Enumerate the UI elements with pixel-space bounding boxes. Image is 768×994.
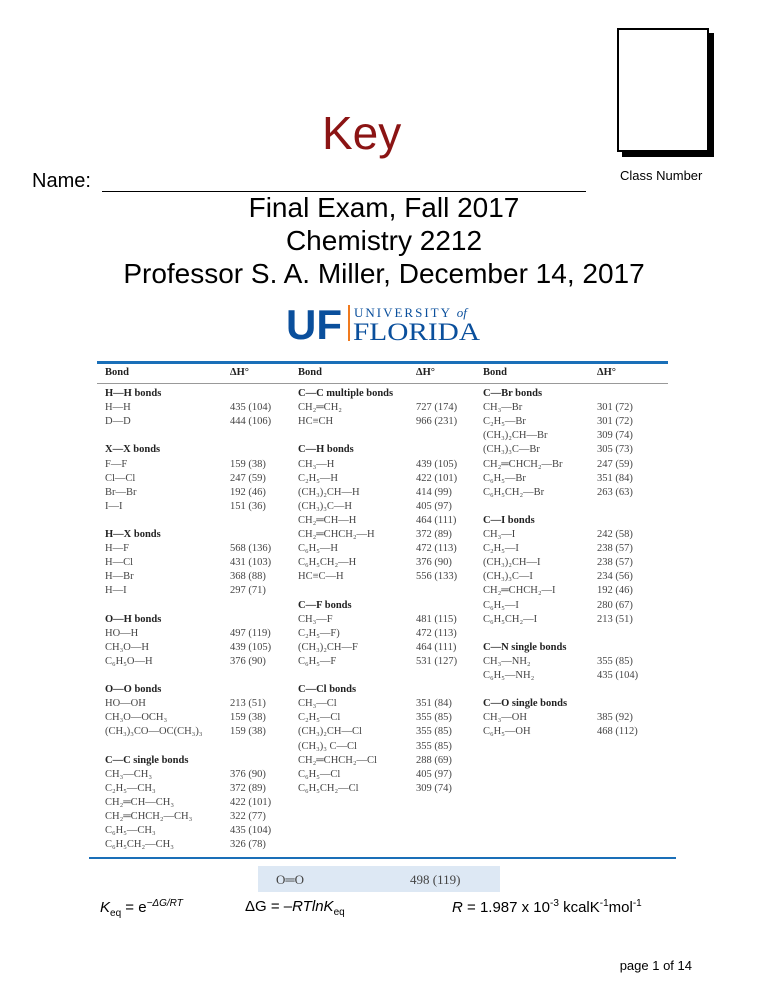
bond-value: 414 (99): [416, 486, 452, 498]
section-heading: C—Br bonds: [483, 388, 543, 399]
bond-value: 301 (72): [597, 402, 633, 414]
dg-lhs: ΔG = –: [245, 898, 293, 915]
bond-label: D—D: [105, 416, 131, 428]
dg-rt: RT: [292, 898, 312, 915]
bond-value: 151 (36): [230, 500, 266, 512]
bond-label: (CH₃)₂CH—F: [298, 641, 358, 653]
bond-label: (CH₃)₂CH—Cl: [298, 726, 362, 738]
bond-label: C₆H₅—I: [483, 599, 519, 611]
bond-value: 213 (51): [230, 698, 266, 710]
bond-label: C₆H₅CH₂—I: [483, 613, 538, 625]
name-label: Name:: [32, 170, 91, 192]
professor-date: Professor S. A. Miller, December 14, 2017: [123, 258, 645, 289]
bond-value: 322 (77): [230, 811, 266, 822]
section-heading: X—X bonds: [105, 444, 161, 456]
bond-label: C₂H₅—H: [298, 472, 338, 484]
bond-value: 556 (133): [416, 571, 458, 583]
bond-label: CH₂═CH₂: [298, 402, 342, 414]
col-header-dh: ΔH°: [597, 367, 616, 378]
r-exp2: -1: [599, 898, 609, 909]
r-unit: kcalK: [558, 899, 600, 916]
delta-g-formula: [245, 898, 345, 918]
bond-value: 213 (51): [597, 613, 633, 625]
col-header-dh: ΔH°: [230, 367, 249, 378]
section-heading: C—C multiple bonds: [298, 388, 394, 399]
bond-label: CH₃—CH₃: [105, 768, 152, 780]
bond-label: H—H: [105, 402, 131, 414]
bond-label: CH₃—I: [483, 529, 516, 540]
bond-value: 568 (136): [230, 543, 272, 555]
course-title: Chemistry 2212: [285, 225, 483, 256]
bond-label: (CH₃)₃C—Br: [483, 444, 540, 456]
table-bottom-rule: [89, 857, 676, 859]
bond-label: O═O: [276, 872, 304, 887]
table-top-rule: [97, 361, 668, 364]
bond-label: H—Cl: [105, 557, 134, 569]
section-heading: O—O bonds: [105, 684, 162, 696]
bond-label: CH₃—Br: [483, 402, 523, 414]
bond-label: C₆H₅—F: [298, 655, 337, 667]
r-symbol: R: [452, 899, 463, 916]
bond-label: C₂H₅—F): [298, 627, 340, 639]
dg-sub: eq: [333, 907, 345, 918]
bond-label: C₆H₅—CH₃: [105, 825, 156, 837]
bond-label: F—F: [105, 458, 128, 470]
bond-value: 531 (127): [416, 655, 458, 667]
section-heading: C—N single bonds: [483, 641, 567, 653]
bond-label: (CH₃)₂CH—I: [483, 557, 541, 569]
bond-value: 355 (85): [416, 740, 452, 752]
bond-label: (CH₃)₂CH—H: [298, 486, 360, 498]
bond-value: 372 (89): [416, 529, 452, 540]
bond-value: 305 (73): [597, 444, 633, 456]
bond-value: 435 (104): [597, 670, 639, 681]
bond-label: (CH₃)₃C—H: [298, 500, 352, 512]
exam-title: Final Exam, Fall 2017: [248, 192, 520, 223]
bond-dissociation-table: [97, 361, 668, 857]
keq-eq: = e: [121, 899, 147, 916]
answer-key-label: Key: [322, 107, 402, 159]
bond-value: 247 (59): [597, 458, 633, 470]
bond-value: 435 (104): [230, 825, 272, 837]
bond-label: CH₂═CH—CH₃: [105, 796, 175, 808]
section-heading: H—H bonds: [105, 388, 162, 399]
keq-formula: [100, 898, 183, 919]
r-mol: mol: [608, 899, 633, 916]
bond-label: CH₃—F: [298, 613, 333, 625]
bond-value: 439 (105): [230, 641, 272, 653]
bond-value: 309 (74): [416, 782, 452, 794]
r-exp1: -3: [550, 898, 559, 909]
bond-label: C₆H₅CH₂—CH₃: [105, 839, 174, 851]
bond-label: C₆H₅—Br: [483, 472, 526, 484]
bond-value: 966 (231): [416, 416, 458, 428]
bond-label: C₆H₅—NH₂: [483, 670, 535, 681]
bond-label: (CH₃)₃C—I: [483, 571, 533, 583]
dg-ln: ln: [311, 898, 324, 915]
bond-label: CH₂═CHCH₂—Br: [483, 458, 563, 470]
bond-label: C₆H₅—OH: [483, 726, 531, 738]
bond-value: 727 (174): [416, 402, 458, 414]
bond-value: 481 (115): [416, 613, 457, 625]
r-value: = 1.987 x 10: [462, 899, 550, 916]
bond-value: 422 (101): [416, 472, 458, 484]
bond-value: 159 (38): [230, 726, 266, 738]
bond-label: CH₃—NH₂: [483, 655, 531, 667]
logo-university-of: UNIVERSITY of: [354, 305, 467, 320]
bond-value: 498 (119): [410, 872, 461, 887]
bond-value: 301 (72): [597, 416, 633, 428]
bond-label: CH₃—H: [298, 458, 335, 470]
bond-value: 355 (85): [416, 726, 452, 738]
uf-logo: [286, 303, 482, 343]
section-heading: H—X bonds: [105, 529, 161, 540]
section-heading: C—I bonds: [483, 514, 535, 526]
bond-value: 192 (46): [230, 486, 266, 498]
bond-value: 159 (38): [230, 458, 266, 470]
section-heading: C—O single bonds: [483, 698, 568, 710]
bond-value: 431 (103): [230, 557, 272, 569]
dg-k: K: [323, 898, 334, 915]
page-number: page 1 of 14: [619, 958, 692, 973]
bond-label: C₂H₅—I: [483, 543, 519, 555]
bond-label: C₂H₅—Br: [483, 416, 526, 428]
section-heading: C—Cl bonds: [298, 684, 357, 696]
bond-label: CH₂═CHCH₂—CH₃: [105, 811, 193, 822]
bond-value: 288 (69): [416, 754, 452, 766]
bond-label: C₂H₅—Cl: [298, 712, 341, 724]
bond-label: (CH₃)₂CH—Br: [483, 430, 548, 442]
logo-divider: [348, 305, 350, 341]
col-header-bond: Bond: [483, 367, 507, 378]
bond-value: 192 (46): [597, 585, 633, 597]
bond-label: CH₂═CHCH₂—I: [483, 585, 556, 597]
section-heading: C—F bonds: [298, 599, 352, 611]
bond-label: Cl—Cl: [105, 472, 136, 484]
bond-value: 464 (111): [416, 641, 457, 653]
bond-value: 351 (84): [597, 472, 633, 484]
bond-value: 464 (111): [416, 514, 457, 526]
bond-label: C₆H₅—H: [298, 543, 338, 555]
bond-value: 468 (112): [597, 726, 638, 738]
bond-value: 472 (113): [416, 543, 457, 555]
bond-value: 247 (59): [230, 472, 266, 484]
bond-label: (CH₃)₃ C—Cl: [298, 740, 357, 752]
keq-sub: eq: [110, 908, 122, 919]
bond-value: 439 (105): [416, 458, 458, 470]
bond-label: H—I: [105, 585, 127, 597]
bond-value: 372 (89): [230, 782, 266, 794]
bond-value: 242 (58): [597, 529, 633, 540]
bond-label: H—F: [105, 543, 129, 555]
class-number-box: [617, 28, 709, 152]
gas-constant: [452, 898, 642, 916]
bond-label: CH₃—Cl: [298, 698, 337, 710]
col-header-bond: Bond: [105, 367, 129, 378]
bond-label: C₆H₅CH₂—Br: [483, 486, 545, 498]
bond-label: HC≡C—H: [298, 571, 344, 583]
highlighted-row-o-o: [258, 866, 500, 892]
bond-label: CH₃—OH: [483, 712, 527, 724]
section-heading: C—C single bonds: [105, 754, 189, 766]
bond-value: 376 (90): [230, 768, 266, 780]
bond-label: C₆H₅O—H: [105, 655, 153, 667]
bond-value: 309 (74): [597, 430, 633, 442]
bond-label: CH₂═CHCH₂—Cl: [298, 754, 377, 766]
bond-label: (CH₃)₃CO—OC(CH₃)₃: [105, 726, 203, 738]
bond-label: CH₂═CHCH₂—H: [298, 529, 375, 540]
bond-value: 376 (90): [230, 655, 266, 667]
bond-value: 435 (104): [230, 402, 272, 414]
logo-florida: FLORIDA: [353, 319, 480, 343]
bond-value: 159 (38): [230, 712, 266, 724]
bond-value: 368 (88): [230, 571, 266, 583]
col-header-bond: Bond: [298, 367, 322, 378]
class-number-label: Class Number: [620, 168, 703, 183]
bond-value: 326 (78): [230, 839, 266, 851]
bond-value: 263 (63): [597, 486, 633, 498]
bond-label: HO—H: [105, 627, 139, 639]
bond-value: 238 (57): [597, 543, 633, 555]
bond-value: 405 (97): [416, 768, 452, 780]
bond-label: C₆H₅CH₂—Cl: [298, 782, 359, 794]
bond-label: H—Br: [105, 571, 134, 583]
bond-value: 385 (92): [597, 712, 633, 724]
bond-label: C₆H₅—Cl: [298, 768, 341, 780]
bond-label: CH₂═CH—H: [298, 514, 357, 526]
bond-label: HC≡CH: [298, 416, 334, 428]
bond-value: 422 (101): [230, 796, 272, 808]
bond-label: CH₃O—OCH₃: [105, 712, 168, 724]
header-rule: [97, 383, 668, 384]
bond-value: 280 (67): [597, 599, 633, 611]
bond-value: 234 (56): [597, 571, 633, 583]
bond-value: 238 (57): [597, 557, 633, 569]
bond-label: CH₃O—H: [105, 641, 149, 653]
uf-logo-mark: UF: [286, 303, 342, 343]
bond-value: 297 (71): [230, 585, 266, 597]
col-header-dh: ΔH°: [416, 367, 435, 378]
bond-value: 351 (84): [416, 698, 452, 710]
section-heading: C—H bonds: [298, 444, 354, 456]
r-exp3: -1: [632, 898, 642, 909]
bond-value: 376 (90): [416, 557, 452, 569]
bond-value: 472 (113): [416, 627, 457, 639]
bond-label: HO—OH: [105, 698, 146, 710]
bond-label: C₆H₅CH₂—H: [298, 557, 357, 569]
bond-value: 355 (85): [597, 655, 633, 667]
bond-label: Br—Br: [105, 486, 137, 498]
bond-label: C₂H₅—CH₃: [105, 782, 156, 794]
bond-value: 497 (119): [230, 627, 271, 639]
bond-value: 444 (106): [230, 416, 272, 428]
bond-label: I—I: [105, 500, 123, 512]
section-heading: O—H bonds: [105, 613, 162, 625]
bond-value: 405 (97): [416, 500, 452, 512]
keq-exponent: −ΔG/RT: [146, 898, 183, 909]
bond-value: 355 (85): [416, 712, 452, 724]
keq-k: K: [100, 899, 111, 916]
